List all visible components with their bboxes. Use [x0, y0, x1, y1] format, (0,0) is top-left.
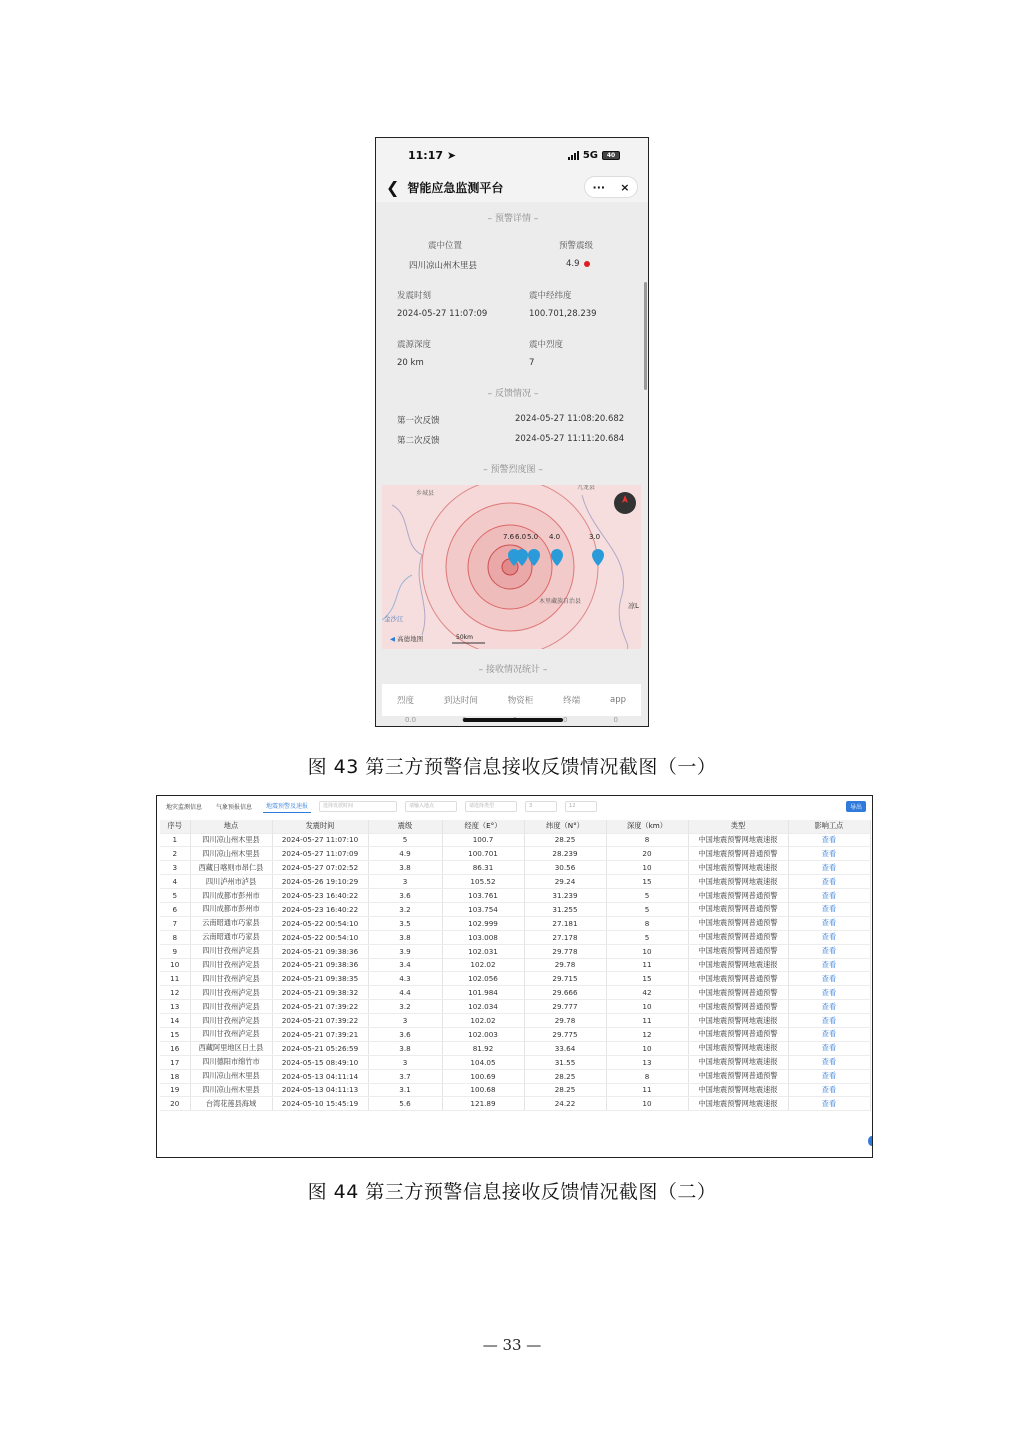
table-cell: 中国地震预警网普通预警 — [688, 889, 788, 903]
table-cell: 9 — [160, 944, 190, 958]
table-cell: 20 — [160, 1097, 190, 1111]
table-cell: 4.3 — [368, 972, 442, 986]
table-cell: 2024-05-22 00:54:10 — [272, 930, 368, 944]
table-cell: 15 — [606, 972, 688, 986]
table-cell: 27.178 — [524, 930, 606, 944]
figure-43-caption: 图 43 第三方预警信息接收反馈情况截图（一） — [307, 756, 717, 778]
section-title-feedback: – 反馈情况 – — [487, 389, 539, 399]
table-cell: 2024-05-22 00:54:10 — [272, 916, 368, 930]
table-cell: 2024-05-27 11:07:09 — [272, 847, 368, 861]
table-cell: 3.1 — [368, 1083, 442, 1097]
table-cell: 中国地震预警网普通预警 — [688, 916, 788, 930]
feedback-2-time: 2024-05-27 11:11:20.684 — [515, 434, 625, 444]
table-cell: 33.64 — [524, 1041, 606, 1055]
table-cell: 四川甘孜州泸定县 — [190, 958, 272, 972]
map-pin-icon[interactable] — [528, 549, 540, 566]
table-cell: 3.8 — [368, 930, 442, 944]
table-cell: 四川凉山州木里县 — [190, 847, 272, 861]
table-cell: 104.05 — [442, 1055, 524, 1069]
table-row — [160, 972, 870, 986]
section-title-stats: – 接收情况统计 – — [478, 665, 548, 675]
earthquake-table — [160, 820, 871, 1111]
table-cell: 10 — [606, 944, 688, 958]
map-pin-label: 7.6 — [503, 533, 515, 541]
map-place-label: 金沙江 — [384, 615, 404, 623]
table-cell: 121.89 — [442, 1097, 524, 1111]
stats-table-header — [382, 684, 641, 716]
web-screenshot — [156, 795, 873, 1158]
table-cell: 2024-05-21 07:39:22 — [272, 1000, 368, 1014]
view-link[interactable]: 查看 — [788, 1041, 870, 1055]
table-row — [160, 1069, 870, 1083]
table-cell: 102.031 — [442, 944, 524, 958]
view-link[interactable]: 查看 — [788, 847, 870, 861]
table-cell: 11 — [606, 1014, 688, 1028]
intensity-map[interactable] — [382, 485, 641, 649]
table-cell: 11 — [160, 972, 190, 986]
status-bar — [376, 138, 648, 172]
signal-icon — [568, 151, 579, 160]
table-cell: 中国地震预警网地震速报 — [688, 1083, 788, 1097]
depth-label: 震源深度 — [397, 340, 432, 350]
col-header: 地点 — [190, 820, 272, 833]
tab-geohazard[interactable]: 地灾监测信息 — [166, 803, 203, 811]
table-cell: 13 — [160, 1000, 190, 1014]
table-cell: 西藏阿里地区日土县 — [190, 1041, 272, 1055]
view-link[interactable]: 查看 — [788, 1097, 870, 1111]
table-cell: 3.7 — [368, 1069, 442, 1083]
table-cell: 云南昭通市巧家县 — [190, 916, 272, 930]
table-cell: 四川甘孜州泸定县 — [190, 1000, 272, 1014]
table-cell: 中国地震预警网地震速报 — [688, 1055, 788, 1069]
table-cell: 28.239 — [524, 847, 606, 861]
epicenter-label: 震中位置 — [428, 241, 463, 251]
time-value: 2024-05-27 11:07:09 — [397, 309, 488, 319]
epicenter-value: 四川凉山州木里县 — [409, 261, 478, 271]
close-button[interactable]: × — [620, 180, 630, 194]
table-cell: 100.69 — [442, 1069, 524, 1083]
table-row — [160, 944, 870, 958]
detail-content — [376, 202, 649, 727]
table-cell: 15 — [160, 1027, 190, 1041]
col-header: 经度（E°） — [442, 820, 524, 833]
col-header: 震级 — [368, 820, 442, 833]
table-row — [160, 889, 870, 903]
scrollbar[interactable] — [644, 282, 647, 390]
table-cell: 2024-05-21 09:38:36 — [272, 944, 368, 958]
view-link[interactable]: 查看 — [788, 972, 870, 986]
map-pin-icon[interactable] — [551, 549, 563, 566]
stats-cell: 0.0 — [404, 716, 417, 724]
map-pins-layer — [382, 485, 641, 649]
table-cell: 3 — [368, 1014, 442, 1028]
table-header-row — [160, 820, 870, 833]
table-cell: 28.25 — [524, 833, 606, 847]
table-cell: 5 — [606, 902, 688, 916]
table-cell: 4.9 — [368, 847, 442, 861]
table-cell: 2024-05-23 16:40:22 — [272, 889, 368, 903]
table-cell: 中国地震预警网地震速报 — [688, 875, 788, 889]
table-cell: 8 — [606, 833, 688, 847]
col-header: 序号 — [160, 820, 190, 833]
table-cell: 四川成都市彭州市 — [190, 889, 272, 903]
feedback-1-time: 2024-05-27 11:08:20.682 — [515, 414, 625, 424]
table-cell: 四川泸州市泸县 — [190, 875, 272, 889]
date-filter-input[interactable]: 选择发震时间 — [319, 801, 397, 812]
pager-count[interactable]: 3 — [525, 801, 557, 812]
table-cell: 30.56 — [524, 861, 606, 875]
table-cell: 四川甘孜州泸定县 — [190, 1014, 272, 1028]
view-link[interactable]: 查看 — [788, 1083, 870, 1097]
view-link[interactable]: 查看 — [788, 861, 870, 875]
feedback-2-label: 第二次反馈 — [397, 436, 440, 446]
table-cell: 14 — [160, 1014, 190, 1028]
table-cell: 2024-05-21 05:26:59 — [272, 1041, 368, 1055]
view-link[interactable]: 查看 — [788, 833, 870, 847]
back-icon[interactable]: ❮ — [386, 177, 400, 197]
pager-size[interactable]: 12 — [565, 801, 597, 812]
table-cell: 11 — [606, 1083, 688, 1097]
table-cell: 102.034 — [442, 1000, 524, 1014]
app-titlebar — [376, 172, 648, 202]
table-cell: 四川甘孜州泸定县 — [190, 944, 272, 958]
view-link[interactable]: 查看 — [788, 1014, 870, 1028]
view-link[interactable]: 查看 — [788, 1000, 870, 1014]
table-cell: 2024-05-21 09:38:36 — [272, 958, 368, 972]
table-cell: 中国地震预警网普通预警 — [688, 986, 788, 1000]
map-pin-label: 5.0 — [527, 533, 539, 541]
table-cell: 8 — [606, 1069, 688, 1083]
view-link[interactable]: 查看 — [788, 1055, 870, 1069]
table-cell: 103.008 — [442, 930, 524, 944]
view-link[interactable]: 查看 — [788, 958, 870, 972]
map-place-label: 凉L — [628, 602, 639, 610]
table-row — [160, 930, 870, 944]
col-header: 类型 — [688, 820, 788, 833]
coord-label: 震中经纬度 — [529, 291, 572, 301]
map-pin-label: 4.0 — [549, 533, 561, 541]
table-cell: 3.2 — [368, 902, 442, 916]
table-cell: 102.02 — [442, 1014, 524, 1028]
stats-header-cell: 到达时间 — [443, 696, 478, 706]
type-filter-select[interactable]: 请选择类型 — [465, 801, 517, 812]
table-cell: 中国地震预警网普通预警 — [688, 1027, 788, 1041]
table-cell: 31.255 — [524, 902, 606, 916]
table-cell: 10 — [160, 958, 190, 972]
table-cell: 103.761 — [442, 889, 524, 903]
page-number: — 33 — — [482, 1336, 542, 1354]
table-cell: 1 — [160, 833, 190, 847]
location-arrow-icon: ➤ — [446, 148, 457, 162]
table-cell: 102.999 — [442, 916, 524, 930]
table-row — [160, 1027, 870, 1041]
table-cell: 2024-05-27 11:07:10 — [272, 833, 368, 847]
floating-button[interactable] — [868, 1136, 873, 1146]
col-header: 纬度（N°） — [524, 820, 606, 833]
col-header: 影响工点 — [788, 820, 870, 833]
table-cell: 中国地震预警网地震速报 — [688, 958, 788, 972]
table-row — [160, 1083, 870, 1097]
view-link[interactable]: 查看 — [788, 930, 870, 944]
coord-value: 100.701,28.239 — [529, 309, 597, 319]
stats-header-cell: app — [610, 695, 626, 705]
map-place-label: 九龙县 — [577, 485, 596, 491]
table-cell: 中国地震预警网普通预警 — [688, 972, 788, 986]
table-cell: 四川甘孜州泸定县 — [190, 972, 272, 986]
stats-header-cell: 终端 — [563, 696, 581, 706]
network-type: 5G — [582, 149, 598, 161]
table-cell: 81.92 — [442, 1041, 524, 1055]
table-cell: 29.24 — [524, 875, 606, 889]
table-cell: 29.78 — [524, 958, 606, 972]
home-indicator[interactable] — [463, 718, 563, 722]
stats-cell: 0 — [613, 716, 618, 724]
table-cell: 3.6 — [368, 1027, 442, 1041]
table-cell: 中国地震预警网普通预警 — [688, 1069, 788, 1083]
app-title: 智能应急监测平台 — [407, 180, 504, 195]
table-cell: 4 — [160, 875, 190, 889]
stats-header-cell: 烈度 — [396, 696, 414, 706]
web-toolbar — [157, 796, 872, 816]
level-value: 4.9 — [566, 259, 590, 269]
table-row — [160, 1097, 870, 1111]
table-cell: 27.181 — [524, 916, 606, 930]
map-place-label: 乡城县 — [416, 490, 435, 497]
table-cell: 31.55 — [524, 1055, 606, 1069]
table-cell: 28.25 — [524, 1083, 606, 1097]
tab-earthquake[interactable]: 地震预警及速报 — [263, 799, 311, 813]
table-cell: 29.775 — [524, 1027, 606, 1041]
col-header: 发震时间 — [272, 820, 368, 833]
table-cell: 3 — [368, 875, 442, 889]
table-cell: 103.754 — [442, 902, 524, 916]
section-title-warning: – 预警详情 – — [487, 214, 539, 224]
table-cell: 11 — [606, 958, 688, 972]
table-cell: 台湾花莲县海域 — [190, 1097, 272, 1111]
table-row — [160, 1000, 870, 1014]
table-cell: 中国地震预警网普通预警 — [688, 930, 788, 944]
table-cell: 31.239 — [524, 889, 606, 903]
table-row — [160, 833, 870, 847]
table-cell: 16 — [160, 1041, 190, 1055]
view-link[interactable]: 查看 — [788, 916, 870, 930]
status-time: 11:17 — [408, 148, 444, 162]
table-cell: 云南昭通市巧家县 — [190, 930, 272, 944]
table-cell: 2024-05-26 19:10:29 — [272, 875, 368, 889]
battery-icon: 40 — [602, 151, 620, 160]
table-cell: 2024-05-27 07:02:52 — [272, 861, 368, 875]
map-pin-label: 3.0 — [589, 533, 601, 541]
intensity-label: 震中烈度 — [529, 340, 564, 350]
table-cell: 四川凉山州木里县 — [190, 1083, 272, 1097]
table-cell: 100.68 — [442, 1083, 524, 1097]
intensity-value: 7 — [529, 358, 535, 368]
map-place-label: 木里藏族自治县 — [539, 598, 582, 605]
view-link[interactable]: 查看 — [788, 944, 870, 958]
table-cell: 四川德阳市绵竹市 — [190, 1055, 272, 1069]
view-link[interactable]: 查看 — [788, 875, 870, 889]
table-cell: 18 — [160, 1069, 190, 1083]
table-row — [160, 916, 870, 930]
table-cell: 四川甘孜州泸定县 — [190, 1027, 272, 1041]
table-cell: 中国地震预警网地震速报 — [688, 1097, 788, 1111]
table-cell: 19 — [160, 1083, 190, 1097]
view-link[interactable]: 查看 — [788, 889, 870, 903]
table-cell: 20 — [606, 847, 688, 861]
table-cell: 42 — [606, 986, 688, 1000]
table-cell: 100.7 — [442, 833, 524, 847]
table-cell: 2024-05-13 04:11:14 — [272, 1069, 368, 1083]
table-cell: 中国地震预警网地震速报 — [688, 833, 788, 847]
table-cell: 3.2 — [368, 1000, 442, 1014]
table-cell: 中国地震预警网普通预警 — [688, 1000, 788, 1014]
table-cell: 13 — [606, 1055, 688, 1069]
table-cell: 中国地震预警网普通预警 — [688, 944, 788, 958]
table-cell: 10 — [606, 1041, 688, 1055]
miniapp-capsule — [584, 176, 638, 198]
table-cell: 29.777 — [524, 1000, 606, 1014]
table-cell: 3.4 — [368, 958, 442, 972]
table-cell: 100.701 — [442, 847, 524, 861]
table-cell: 3 — [368, 1055, 442, 1069]
table-cell: 29.715 — [524, 972, 606, 986]
table-row — [160, 986, 870, 1000]
table-cell: 2024-05-13 04:11:13 — [272, 1083, 368, 1097]
table-cell: 中国地震预警网地震速报 — [688, 1014, 788, 1028]
level-label: 预警震级 — [559, 241, 594, 251]
table-cell: 15 — [606, 875, 688, 889]
alert-dot-icon — [584, 261, 590, 267]
table-cell: 8 — [606, 916, 688, 930]
table-row — [160, 861, 870, 875]
table-cell: 西藏日喀则市昂仁县 — [190, 861, 272, 875]
table-cell: 中国地震预警网普通预警 — [688, 847, 788, 861]
table-cell: 29.78 — [524, 1014, 606, 1028]
table-cell: 四川凉山州木里县 — [190, 1069, 272, 1083]
table-cell: 29.778 — [524, 944, 606, 958]
table-cell: 四川甘孜州泸定县 — [190, 986, 272, 1000]
table-cell: 101.984 — [442, 986, 524, 1000]
map-pin-icon[interactable] — [592, 549, 604, 566]
view-link[interactable]: 查看 — [788, 986, 870, 1000]
table-cell: 四川成都市彭州市 — [190, 902, 272, 916]
table-cell: 2024-05-21 07:39:21 — [272, 1027, 368, 1041]
table-cell: 86.31 — [442, 861, 524, 875]
table-cell: 2024-05-15 08:49:10 — [272, 1055, 368, 1069]
table-cell: 2024-05-21 09:38:35 — [272, 972, 368, 986]
table-cell: 4.4 — [368, 986, 442, 1000]
map-logo: ◀ 高德地图 — [390, 635, 424, 643]
tab-weather[interactable]: 气象预报信息 — [216, 803, 253, 811]
table-row — [160, 847, 870, 861]
feedback-1-label: 第一次反馈 — [397, 416, 440, 426]
table-cell: 2024-05-23 16:40:22 — [272, 902, 368, 916]
table-cell: 四川凉山州木里县 — [190, 833, 272, 847]
table-cell: 12 — [160, 986, 190, 1000]
table-cell: 105.52 — [442, 875, 524, 889]
stats-cell: 0 — [563, 716, 568, 724]
export-button[interactable]: 导出 — [846, 801, 866, 812]
view-link[interactable]: 查看 — [788, 902, 870, 916]
view-link[interactable]: 查看 — [788, 1027, 870, 1041]
depth-value: 20 km — [397, 358, 424, 368]
table-cell: 3 — [160, 861, 190, 875]
table-cell: 8 — [160, 930, 190, 944]
table-cell: 6 — [160, 902, 190, 916]
more-button[interactable]: ··· — [592, 180, 606, 194]
table-cell: 7 — [160, 916, 190, 930]
table-row — [160, 958, 870, 972]
table-cell: 中国地震预警网地震速报 — [688, 861, 788, 875]
table-cell: 10 — [606, 1000, 688, 1014]
table-cell: 5 — [606, 889, 688, 903]
table-cell: 102.056 — [442, 972, 524, 986]
table-cell: 3.9 — [368, 944, 442, 958]
table-cell: 5 — [160, 889, 190, 903]
table-cell: 3.6 — [368, 889, 442, 903]
table-cell: 17 — [160, 1055, 190, 1069]
stats-header-cell: 物资柜 — [507, 696, 534, 706]
table-cell: 102.02 — [442, 958, 524, 972]
table-cell: 3.8 — [368, 1041, 442, 1055]
table-cell: 12 — [606, 1027, 688, 1041]
table-cell: 10 — [606, 1097, 688, 1111]
table-row — [160, 1014, 870, 1028]
table-body — [160, 833, 870, 1111]
table-cell: 2024-05-10 15:45:19 — [272, 1097, 368, 1111]
amap-arrow-icon: ◀ — [390, 635, 395, 643]
col-header: 深度（km） — [606, 820, 688, 833]
table-cell: 28.25 — [524, 1069, 606, 1083]
time-label: 发震时刻 — [397, 291, 432, 301]
view-link[interactable]: 查看 — [788, 1069, 870, 1083]
table-cell: 3.5 — [368, 916, 442, 930]
table-cell: 2024-05-21 09:38:32 — [272, 986, 368, 1000]
table-cell: 10 — [606, 861, 688, 875]
map-pin-icon[interactable] — [516, 549, 528, 566]
phone-screenshot — [375, 137, 649, 727]
table-row — [160, 902, 870, 916]
map-scale-label: 50km — [456, 634, 473, 641]
table-cell: 5.6 — [368, 1097, 442, 1111]
table-cell: 5 — [368, 833, 442, 847]
table-cell: 中国地震预警网普通预警 — [688, 902, 788, 916]
table-cell: 2024-05-21 07:39:22 — [272, 1014, 368, 1028]
table-cell: 102.003 — [442, 1027, 524, 1041]
section-title-map: – 预警烈度图 – — [483, 465, 543, 475]
figure-44-caption: 图 44 第三方预警信息接收反馈情况截图（二） — [307, 1181, 717, 1203]
table-cell: 2 — [160, 847, 190, 861]
table-cell: 中国地震预警网地震速报 — [688, 1041, 788, 1055]
table-row — [160, 1055, 870, 1069]
map-pin-label: 6.0 — [515, 533, 527, 541]
location-filter-input[interactable]: 请输入地点 — [405, 801, 457, 812]
table-cell: 3.8 — [368, 861, 442, 875]
table-cell: 29.666 — [524, 986, 606, 1000]
table-row — [160, 875, 870, 889]
table-cell: 24.22 — [524, 1097, 606, 1111]
table-cell: 5 — [606, 930, 688, 944]
table-row — [160, 1041, 870, 1055]
